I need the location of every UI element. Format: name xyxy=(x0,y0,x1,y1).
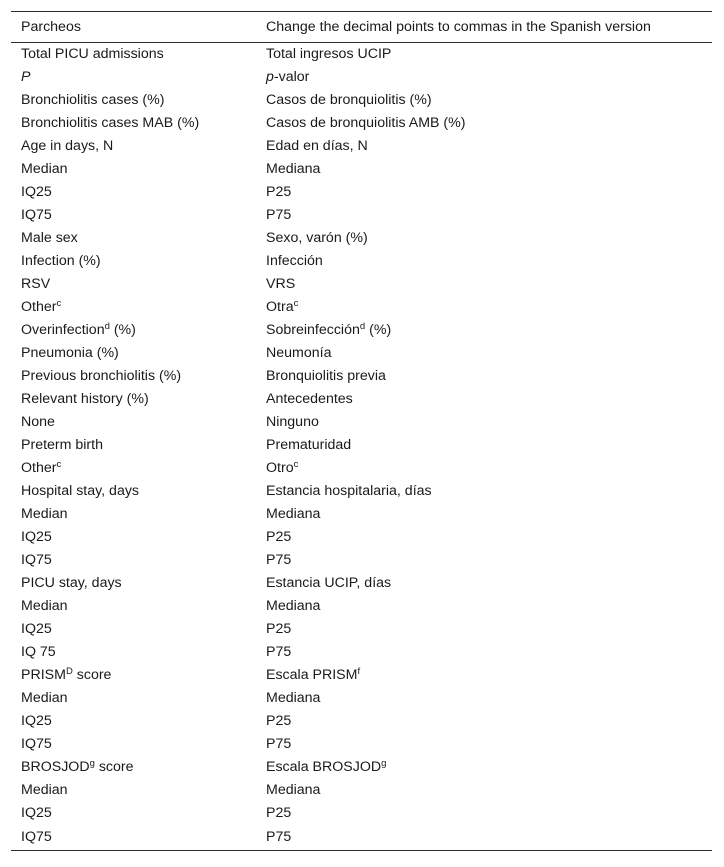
cell-spanish xyxy=(266,89,712,112)
cell-spanish xyxy=(266,250,712,273)
table-row xyxy=(11,710,712,733)
english-suffix: score xyxy=(72,667,112,683)
spanish-text: P25 xyxy=(266,529,292,545)
spanish-prefix: p xyxy=(266,69,274,85)
table-row xyxy=(11,641,712,664)
cell-spanish xyxy=(266,434,712,457)
english-suffix: score xyxy=(94,759,134,775)
spanish-text: Estancia UCIP, días xyxy=(266,575,392,591)
english-text: Age in days, N xyxy=(21,138,114,154)
cell-english xyxy=(11,181,266,204)
table-row xyxy=(11,526,712,549)
english-text: IQ75 xyxy=(21,552,52,568)
cell-spanish xyxy=(266,480,712,503)
english-text: Other xyxy=(21,299,57,315)
english-text: IQ25 xyxy=(21,621,52,637)
spanish-text: Mediana xyxy=(266,506,321,522)
spanish-text: Escala BROSJOD xyxy=(266,759,382,775)
table-row xyxy=(11,457,712,480)
table-row xyxy=(11,89,712,112)
cell-spanish xyxy=(266,710,712,733)
english-text: Preterm birth xyxy=(21,437,103,453)
cell-english xyxy=(11,457,266,480)
cell-spanish xyxy=(266,181,712,204)
translation-table-container xyxy=(11,11,712,851)
header-english: Parcheos xyxy=(11,12,266,43)
cell-english xyxy=(11,227,266,250)
spanish-text: P25 xyxy=(266,621,292,637)
english-text: Median xyxy=(21,598,68,614)
cell-spanish xyxy=(266,572,712,595)
table-row xyxy=(11,595,712,618)
cell-spanish xyxy=(266,618,712,641)
english-text: Bronchiolitis cases MAB (%) xyxy=(21,115,200,131)
spanish-text: Neumonía xyxy=(266,345,332,361)
cell-english xyxy=(11,733,266,756)
cell-english xyxy=(11,434,266,457)
english-text: Previous bronchiolitis (%) xyxy=(21,368,182,384)
cell-spanish xyxy=(266,388,712,411)
table-row xyxy=(11,388,712,411)
cell-english xyxy=(11,664,266,687)
spanish-text: Mediana xyxy=(266,598,321,614)
spanish-text: P75 xyxy=(266,829,292,845)
table-row xyxy=(11,549,712,572)
cell-english xyxy=(11,112,266,135)
cell-english xyxy=(11,618,266,641)
spanish-text: P75 xyxy=(266,736,292,752)
spanish-text: Otro xyxy=(266,460,294,476)
cell-english xyxy=(11,549,266,572)
cell-english xyxy=(11,641,266,664)
cell-spanish xyxy=(266,296,712,319)
table-row xyxy=(11,687,712,710)
header-spanish: Change the decimal points to commas in the Spanish version xyxy=(266,12,712,43)
table-row xyxy=(11,618,712,641)
cell-spanish xyxy=(266,43,712,67)
table-row xyxy=(11,66,712,89)
cell-spanish xyxy=(266,756,712,779)
spanish-text: Bronquiolitis previa xyxy=(266,368,386,384)
english-text: IQ75 xyxy=(21,736,52,752)
cell-english xyxy=(11,756,266,779)
cell-english xyxy=(11,273,266,296)
table-row xyxy=(11,779,712,802)
english-text: Infection (%) xyxy=(21,253,101,269)
english-text: Relevant history (%) xyxy=(21,391,149,407)
cell-english xyxy=(11,43,266,67)
spanish-text: P25 xyxy=(266,713,292,729)
cell-english xyxy=(11,411,266,434)
cell-spanish xyxy=(266,411,712,434)
table-row xyxy=(11,181,712,204)
cell-spanish xyxy=(266,549,712,572)
cell-spanish xyxy=(266,158,712,181)
english-text: Male sex xyxy=(21,230,78,246)
cell-spanish xyxy=(266,319,712,342)
english-text: Overinfection xyxy=(21,322,105,338)
spanish-text: Total ingresos UCIP xyxy=(266,46,392,62)
translation-table xyxy=(11,11,712,851)
table-row xyxy=(11,825,712,851)
spanish-superscript: g xyxy=(381,758,387,769)
english-text: Bronchiolitis cases (%) xyxy=(21,92,165,108)
cell-english xyxy=(11,204,266,227)
english-text: BROSJOD xyxy=(21,759,90,775)
table-row xyxy=(11,503,712,526)
spanish-text: P75 xyxy=(266,644,292,660)
english-text: Pneumonia (%) xyxy=(21,345,119,361)
english-text: IQ25 xyxy=(21,529,52,545)
cell-spanish xyxy=(266,204,712,227)
english-superscript: g xyxy=(89,758,95,769)
english-text: PICU stay, days xyxy=(21,575,122,591)
spanish-text: P25 xyxy=(266,805,292,821)
table-row xyxy=(11,319,712,342)
english-text: Median xyxy=(21,506,68,522)
cell-spanish xyxy=(266,503,712,526)
spanish-text: Casos de bronquiolitis AMB (%) xyxy=(266,115,466,131)
cell-spanish xyxy=(266,779,712,802)
table-row xyxy=(11,756,712,779)
spanish-text: Ninguno xyxy=(266,414,319,430)
english-text: IQ75 xyxy=(21,829,52,845)
table-row xyxy=(11,664,712,687)
cell-spanish xyxy=(266,112,712,135)
cell-spanish xyxy=(266,365,712,388)
english-superscript: d xyxy=(104,321,110,332)
table-row xyxy=(11,296,712,319)
table-row xyxy=(11,342,712,365)
spanish-text: Mediana xyxy=(266,782,321,798)
cell-english xyxy=(11,89,266,112)
cell-spanish xyxy=(266,733,712,756)
english-superscript: c xyxy=(56,459,62,470)
english-text: RSV xyxy=(21,276,51,292)
cell-spanish xyxy=(266,687,712,710)
cell-spanish xyxy=(266,526,712,549)
english-text: Total PICU admissions xyxy=(21,46,164,62)
spanish-superscript: c xyxy=(293,459,299,470)
header-row xyxy=(11,12,712,43)
table-row xyxy=(11,572,712,595)
cell-english xyxy=(11,825,266,851)
spanish-text: Estancia hospitalaria, días xyxy=(266,483,432,499)
cell-english xyxy=(11,319,266,342)
english-text: None xyxy=(21,414,55,430)
english-text: IQ75 xyxy=(21,207,52,223)
table-row xyxy=(11,434,712,457)
cell-english xyxy=(11,480,266,503)
cell-english xyxy=(11,779,266,802)
english-text: Median xyxy=(21,690,68,706)
english-superscript: c xyxy=(56,298,62,309)
cell-spanish xyxy=(266,641,712,664)
spanish-text: Infección xyxy=(266,253,323,269)
table-body xyxy=(11,43,712,851)
cell-english xyxy=(11,342,266,365)
table-header xyxy=(11,12,712,43)
table-row xyxy=(11,733,712,756)
english-text: IQ25 xyxy=(21,713,52,729)
spanish-text: Mediana xyxy=(266,161,321,177)
cell-english xyxy=(11,158,266,181)
cell-english xyxy=(11,710,266,733)
cell-english xyxy=(11,296,266,319)
table-row xyxy=(11,480,712,503)
english-text: Median xyxy=(21,782,68,798)
spanish-text: Mediana xyxy=(266,690,321,706)
spanish-text: Edad en días, N xyxy=(266,138,368,154)
english-text: P xyxy=(21,69,31,85)
spanish-text: Casos de bronquiolitis (%) xyxy=(266,92,432,108)
cell-spanish xyxy=(266,802,712,825)
english-text: IQ25 xyxy=(21,184,52,200)
cell-spanish xyxy=(266,66,712,89)
cell-english xyxy=(11,250,266,273)
spanish-text: Escala PRISM xyxy=(266,667,358,683)
english-suffix: (%) xyxy=(109,322,136,338)
cell-spanish xyxy=(266,135,712,158)
table-row xyxy=(11,135,712,158)
table-row xyxy=(11,365,712,388)
spanish-superscript: d xyxy=(359,321,366,332)
cell-spanish xyxy=(266,457,712,480)
spanish-text: P75 xyxy=(266,207,292,223)
cell-spanish xyxy=(266,273,712,296)
spanish-text: Prematuridad xyxy=(266,437,352,453)
table-row xyxy=(11,273,712,296)
english-text: IQ25 xyxy=(21,805,52,821)
cell-english xyxy=(11,365,266,388)
table-row xyxy=(11,227,712,250)
spanish-text: P75 xyxy=(266,552,292,568)
spanish-text: Sobreinfección xyxy=(266,322,360,338)
table-row xyxy=(11,802,712,825)
table-row xyxy=(11,204,712,227)
spanish-text: Otra xyxy=(266,299,294,315)
cell-spanish xyxy=(266,595,712,618)
cell-english xyxy=(11,595,266,618)
spanish-text: Sexo, varón (%) xyxy=(266,230,368,246)
spanish-suffix: (%) xyxy=(365,322,392,338)
cell-english xyxy=(11,526,266,549)
cell-spanish xyxy=(266,664,712,687)
cell-spanish xyxy=(266,227,712,250)
cell-spanish xyxy=(266,342,712,365)
cell-english xyxy=(11,802,266,825)
cell-english xyxy=(11,687,266,710)
table-row xyxy=(11,411,712,434)
english-text: IQ 75 xyxy=(21,644,56,660)
table-row xyxy=(11,158,712,181)
table-row xyxy=(11,112,712,135)
english-superscript: D xyxy=(65,666,73,677)
table-row xyxy=(11,43,712,67)
table-row xyxy=(11,250,712,273)
english-text: Other xyxy=(21,460,57,476)
cell-english xyxy=(11,503,266,526)
cell-spanish xyxy=(266,825,712,851)
cell-english xyxy=(11,135,266,158)
english-text: Hospital stay, days xyxy=(21,483,140,499)
english-text: Median xyxy=(21,161,68,177)
spanish-text: -valor xyxy=(273,69,310,85)
spanish-text: Antecedentes xyxy=(266,391,353,407)
spanish-text: P25 xyxy=(266,184,292,200)
spanish-text: VRS xyxy=(266,276,296,292)
cell-english xyxy=(11,388,266,411)
spanish-superscript: c xyxy=(293,298,299,309)
cell-english xyxy=(11,66,266,89)
english-text: PRISM xyxy=(21,667,66,683)
cell-english xyxy=(11,572,266,595)
spanish-superscript: f xyxy=(357,666,361,677)
